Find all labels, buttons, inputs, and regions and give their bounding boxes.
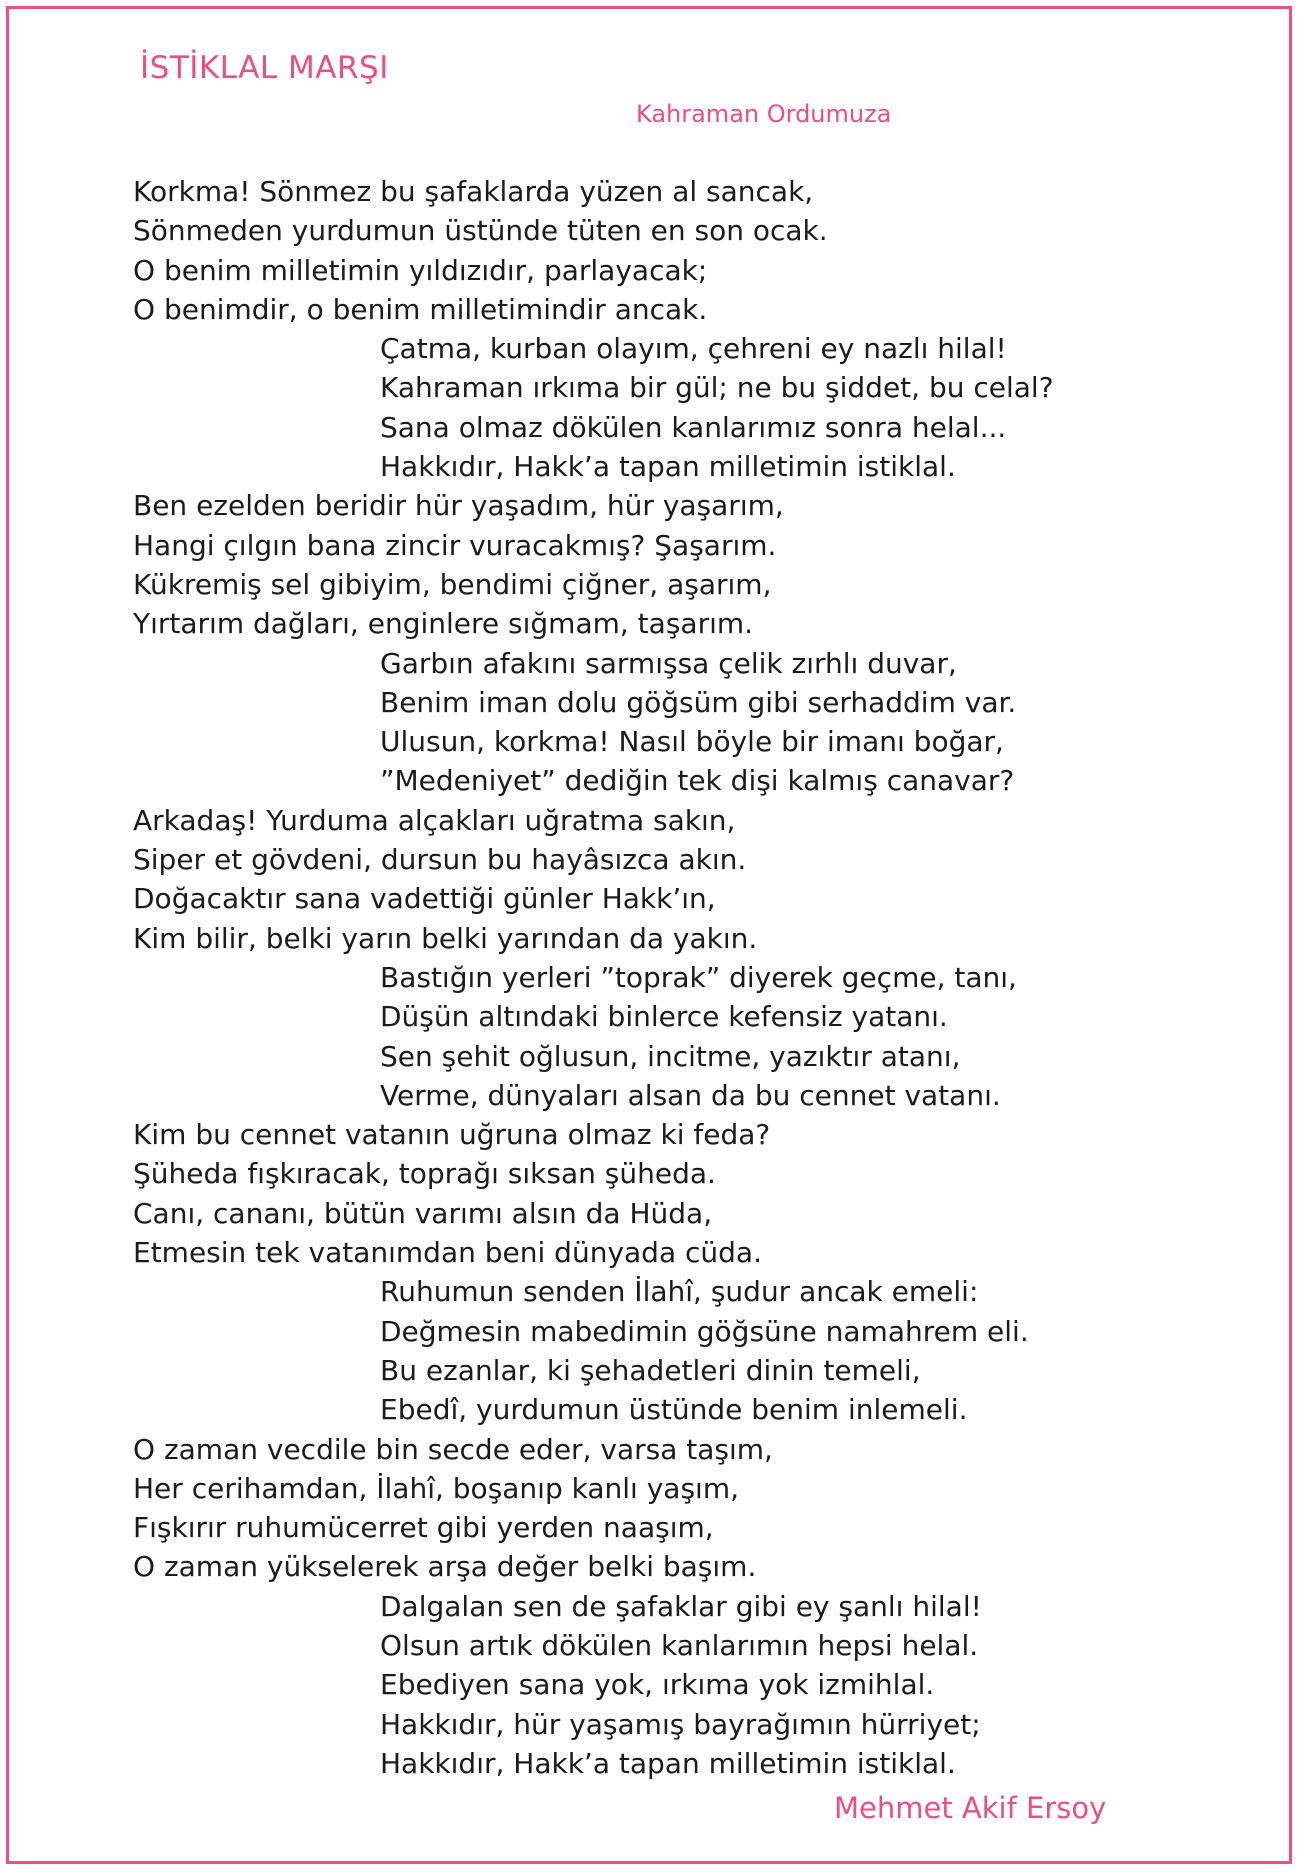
stanza — [0, 1430, 1304, 1587]
poem-line: Kim bu cennet vatanın uğruna olmaz ki feda? — [133, 1118, 771, 1152]
stanza — [0, 1115, 1304, 1272]
poem-line: Etmesin tek vatanımdan beni dünyada cüda. — [133, 1236, 762, 1270]
poem-line: Hangi çılgın bana zincir vuracakmış? Şaşarım. — [133, 528, 777, 562]
poem-line: Şüheda fışkıracak, toprağı sıksan şüheda. — [133, 1157, 716, 1191]
poem-line: Ulusun, korkma! Nasıl böyle bir imanı boğar, — [380, 725, 1004, 759]
poem-line: Değmesin mabedimin göğsüne namahrem eli. — [380, 1314, 1029, 1348]
poem-line: Garbın afakını sarmışsa çelik zırhlı duvar, — [380, 646, 957, 680]
poem-line: Canı, cananı, bütün varımı alsın da Hüda, — [133, 1196, 713, 1230]
stanza — [0, 1587, 1304, 1783]
poem-line: Korkma! Sönmez bu şafaklarda yüzen al sancak, — [133, 175, 814, 208]
poem-line: Arkadaş! Yurduma alçakları uğratma sakın, — [133, 803, 736, 837]
poem-line: Sönmeden yurdumun üstünde tüten en son ocak. — [133, 214, 828, 248]
poem-line: Hakkıdır, hür yaşamış bayrağımın hürriyet; — [380, 1707, 981, 1741]
poem-line: Kükremiş sel gibiyim, bendimi çiğner, aşarım, — [133, 567, 772, 601]
stanza — [0, 644, 1304, 801]
poem-line: Doğacaktır sana vadettiği günler Hakk’ın, — [133, 882, 716, 916]
poem-line: O benim milletimin yıldızıdır, parlayacak; — [133, 253, 708, 287]
poem-line: Ebedî, yurdumun üstünde benim inlemeli. — [380, 1393, 968, 1427]
poem-line: Çatma, kurban olayım, çehreni ey nazlı hilal! — [380, 332, 1007, 366]
poem-line: Hakkıdır, Hakk’a tapan milletimin istiklal. — [380, 1746, 956, 1780]
poem-line: Yırtarım dağları, enginlere sığmam, taşarım. — [133, 607, 754, 641]
poem-line: Fışkırır ruhumücerret gibi yerden naaşım, — [133, 1511, 714, 1545]
stanza — [0, 958, 1304, 1115]
poem-dedication: Kahraman Ordumuza — [636, 100, 892, 128]
poem-line: Sana olmaz dökülen kanlarımız sonra helal... — [380, 410, 1007, 444]
poem-line: Düşün altındaki binlerce kefensiz yatanı. — [380, 1000, 948, 1034]
poem-line: Ben ezelden beridir hür yaşadım, hür yaşarım, — [133, 489, 784, 523]
poem-line: ”Medeniyet” dediğin tek dişi kalmış canavar? — [380, 764, 1015, 798]
poem-line: Her cerihamdan, İlahî, boşanıp kanlı yaşım, — [133, 1471, 739, 1505]
poem-line: Bu ezanlar, ki şehadetleri dinin temeli, — [380, 1353, 921, 1387]
poem-line: O benimdir, o benim milletimindir ancak. — [133, 292, 708, 326]
stanza — [0, 172, 1304, 329]
poem-line: Kim bilir, belki yarın belki yarından da yakın. — [133, 921, 758, 955]
poem-title: İSTİKLAL MARŞI — [140, 50, 389, 86]
poem-line: Olsun artık dökülen kanlarımın hepsi helal. — [380, 1628, 979, 1662]
poem-body — [0, 172, 1304, 1792]
poem-line: Ruhumun senden İlahî, şudur ancak emeli: — [380, 1275, 979, 1309]
poem-line: Verme, dünyaları alsan da bu cennet vatanı. — [380, 1078, 1001, 1112]
poem-line: Hakkıdır, Hakk’a tapan milletimin istiklal. — [380, 450, 956, 484]
poem-line: Benim iman dolu göğsüm gibi serhaddim var. — [380, 685, 1017, 719]
poem-line: O zaman yükselerek arşa değer belki başım. — [133, 1550, 757, 1584]
poem-line: Kahraman ırkıma bir gül; ne bu şiddet, bu celal? — [380, 371, 1054, 405]
poem-line: O zaman vecdile bin secde eder, varsa taşım, — [133, 1432, 773, 1466]
stanza — [0, 801, 1304, 958]
poem-line: Dalgalan sen de şafaklar gibi ey şanlı hilal! — [380, 1589, 982, 1623]
poem-line: Bastığın yerleri ”toprak” diyerek geçme, tanı, — [380, 960, 1017, 994]
author-signature: Mehmet Akif Ersoy — [834, 1791, 1107, 1825]
stanza — [0, 329, 1304, 486]
stanza — [0, 1272, 1304, 1429]
poem-line: Siper et gövdeni, dursun bu hayâsızca akın. — [133, 843, 747, 877]
poem-line: Sen şehit oğlusun, incitme, yazıktır atanı, — [380, 1039, 961, 1073]
poem-line: Ebediyen sana yok, ırkıma yok izmihlal. — [380, 1668, 935, 1702]
stanza — [0, 486, 1304, 643]
